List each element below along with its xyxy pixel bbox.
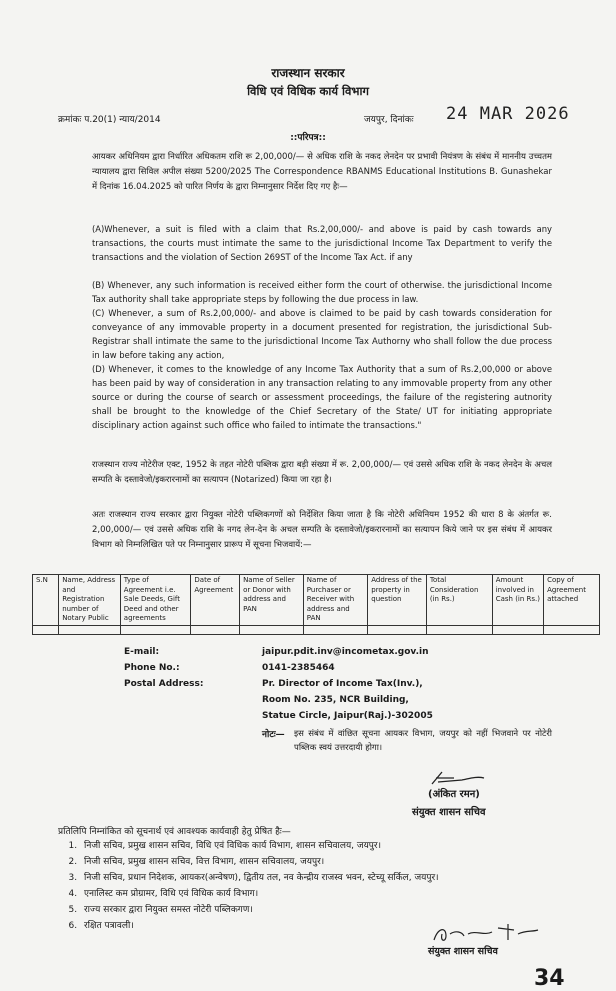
- postal-label: Postal Address:: [124, 679, 204, 689]
- copy-to-item: 6. रक्षित पत्रावली।: [80, 918, 580, 934]
- intro-paragraph: आयकर अधिनियम द्वारा निर्धारित अधिकतम राशि रू 2,00,000/— से अधिक राशि के नकद लेनदेन पर प्रभावी नियंत्रण के संबंध में माननीय उच्चतम न्यायालय द्वारा सिविल अपील संख्या 5200/2025 The Correspondence RBANMS Educational Institutions B. Gunashekar में दिनांक 16.04.2025 को पारित निर्णय के द्वारा निम्नानुसार निर्देश दिए गए हैः—: [92, 152, 552, 192]
- copy-to-item: 4. एनालिस्ट कम प्रोग्रामर, विधि एवं विधिक कार्य विभाग।: [80, 886, 580, 902]
- table-header-cell: Amount involved in Cash (in Rs.): [492, 575, 543, 626]
- table-header-cell: Date of Agreement: [191, 575, 240, 626]
- email-value: jaipur.pdit.inv@incometax.gov.in: [262, 647, 429, 657]
- government-heading: राजस्थान सरकार: [271, 66, 345, 80]
- copy-to-item: 5. राज्य सरकार द्वारा नियुक्त समस्त नोटेरी पब्लिकगण।: [80, 902, 580, 918]
- postal-line-2: Room No. 235, NCR Building,: [262, 695, 409, 705]
- directive-d: (D) Whenever, it comes to the knowledge of any Income Tax Authority that a sum of Rs.2,00,000 or above has been paid by way of consideration in any transaction relating to any immovable property from any other source or during the course of search or assessment proceedings, the failure of the registering autnority shall be brought to the knowledge of the Chief Secretary of the State/ UT for initiating appropriate disciplinary action against such office who failed to intimate the transactions.": [92, 364, 552, 430]
- phone-label: Phone No.:: [124, 663, 180, 673]
- signatory-name: (अंकित रमन): [428, 789, 480, 800]
- table-header-cell: Name, Address and Registration number of Notary Public: [59, 575, 121, 626]
- postal-line-1: Pr. Director of Income Tax(Inv.),: [262, 679, 423, 689]
- directive-b: (B) Whenever, any such information is received either form the court of otherwise. the jurisdictional Income Tax authority shall take appropriate steps by following the due process in law.: [92, 280, 552, 304]
- table-header-cell: Total Consideration (in Rs.): [426, 575, 492, 626]
- directive-a: (A)Whenever, a suit is filed with a claim that Rs.2,00,000/- and above is paid by cash towards any transactions, the courts must intimate the same to the jurisdictional Income Tax Department to verify the transactions and the violation of Section 269ST of the Income Tax Act. if any: [92, 224, 552, 262]
- table-header-cell: Address of the property in question: [368, 575, 427, 626]
- reference-number: क्रमांकः प.20(1) न्याय/2014: [58, 115, 161, 125]
- copy-to-item: 1. निजी सचिव, प्रमुख शासन सचिव, विधि एवं विधिक कार्य विभाग, शासन सचिवालय, जयपुर।: [80, 838, 580, 854]
- note-label: नोटः—: [262, 730, 285, 740]
- phone-value: 0141-2385464: [262, 663, 335, 673]
- postal-line-3: Statue Circle, Jaipur(Raj.)-302005: [262, 711, 433, 721]
- place-date-label: जयपुर, दिनांकः: [364, 115, 414, 125]
- copy-to-item: 3. निजी सचिव, प्रधान निदेशक, आयकर(अन्वेषण), द्वितीय तल, नव केन्द्रीय राजस्व भवन, स्टेच्यू सर्किल, जयपुर।: [80, 870, 580, 886]
- email-label: E-mail:: [124, 647, 160, 657]
- directive-c: (C) Whenever, a sum of Rs.2,00,000/- and above is claimed to be paid by cash towards consideration for conveyance of any immovable property in a document presented for registration, the jurisdictional Sub-Registrar shall intimate the same to the jurisdictional Income Tax Authorny who shall follow the due process in law before taking any action,: [92, 308, 552, 360]
- table-empty-row: [33, 625, 600, 634]
- table-header-cell: S.N: [33, 575, 59, 626]
- table-header-cell: Copy of Agreement attached: [544, 575, 600, 626]
- page-mark: 34: [534, 966, 565, 991]
- table-header-cell: Type of Agreement i.e. Sale Deeds, Gift Deed and other agreements: [120, 575, 191, 626]
- note-text: इस संबंध में वांछित सूचना आयकर विभाग, जयपुर को नहीं भिजवाने पर नोटेरी पब्लिक स्वयं उत्तरदायी होगा।: [294, 729, 552, 753]
- copy-to-intro: प्रतिलिपि निम्नांकित को सूचनार्थ एवं आवश्यक कार्यवाही हेतु प्रेषित हैः—: [58, 827, 291, 837]
- circular-heading: ::परिपत्र::: [290, 133, 326, 143]
- notary-paragraph: राजस्थान राज्य नोटेरीज एक्ट, 1952 के तहत नोटेरी पब्लिक द्वारा बड़ी संख्या में रू. 2,00,000/— एवं उससे अधिक राशि के नकद लेनदेन के अचल सम्पति के दस्तावेजो/इकरारनामों का सत्यापन (Notarized) किया जा रहा है।: [92, 460, 552, 485]
- footer-signature-mark: [428, 920, 548, 946]
- table-header-cell: Name of Seller or Donor with address and PAN: [240, 575, 304, 626]
- table-header-row: [33, 575, 600, 626]
- table-header-cell: Name of Purchaser or Receiver with address and PAN: [303, 575, 367, 626]
- information-format-table: [32, 574, 600, 635]
- signatory-designation: संयुक्त शासन सचिव: [412, 807, 486, 818]
- date-stamp: 24 MAR 2026: [446, 104, 570, 124]
- department-heading: विधि एवं विधिक कार्य विभाग: [247, 84, 369, 98]
- footer-signatory: संयुक्त शासन सचिव: [428, 946, 498, 957]
- copy-to-item: 2. निजी सचिव, प्रमुख शासन सचिव, वित्त विभाग, शासन सचिवालय, जयपुर।: [80, 854, 580, 870]
- instruction-paragraph: अतः राजस्थान राज्य सरकार द्वारा नियुक्त नोटेरी पब्लिकगणों को निर्देशित किया जाता है कि नोटेरी अधिनियम 1952 की धारा 8 के अंतर्गत रू. 2,00,000/— एवं उससे अधिक राशि के नगद लेन-देन के अचल सम्पति के दस्तावेजो/इकरारनामों का सत्यापन किये जाने पर इस संबंध में आयकर विभाग को निम्नलिखित पते पर निम्नानुसार प्रारूप में सूचना भिजवायें:—: [92, 510, 552, 550]
